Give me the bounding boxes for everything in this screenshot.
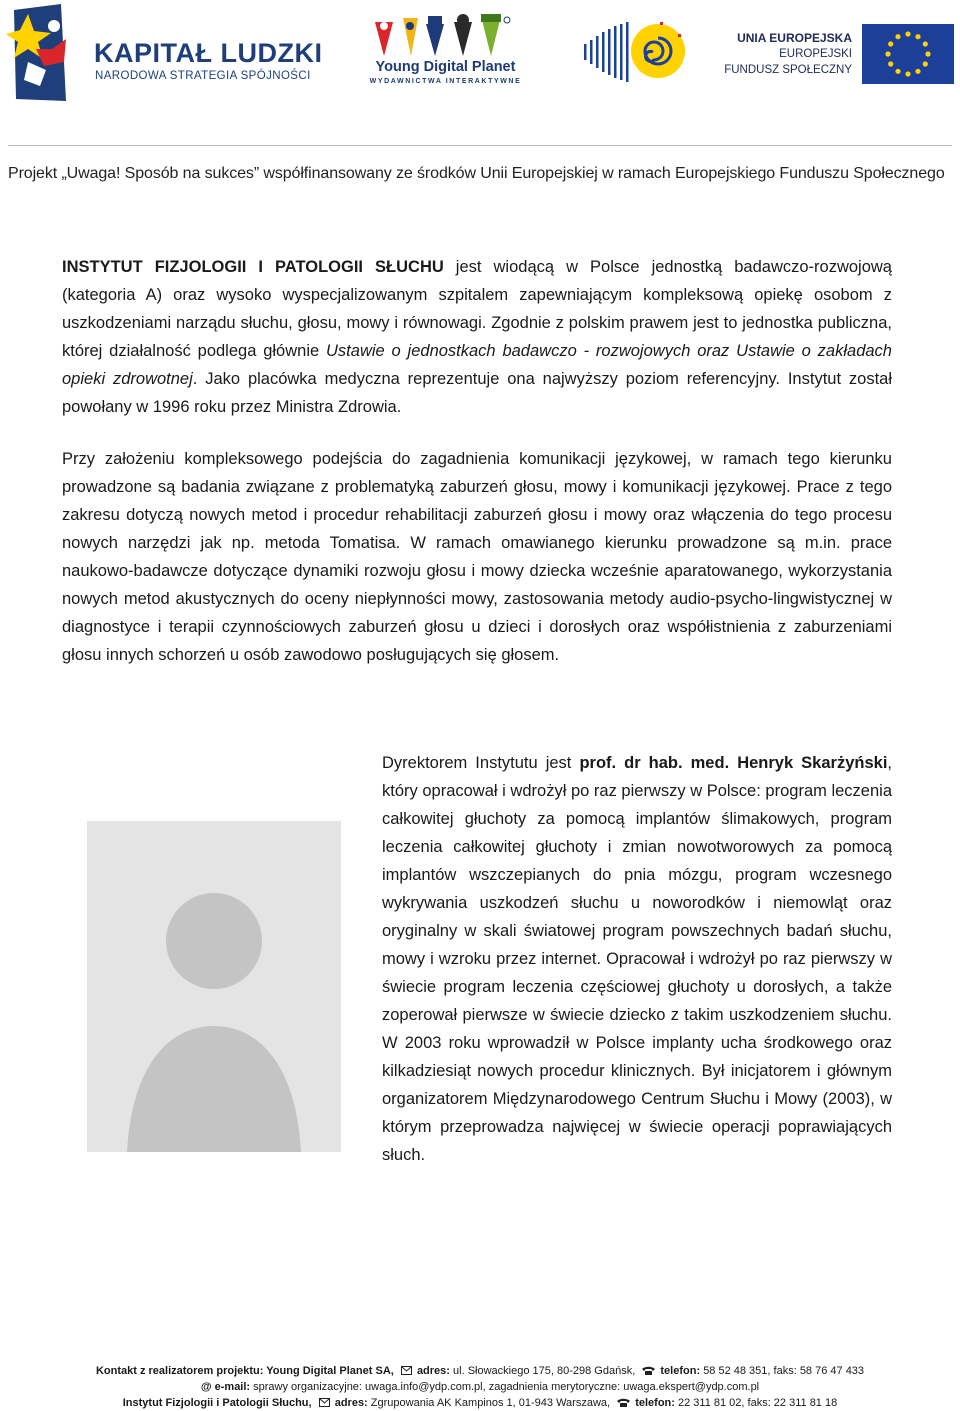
footer-contact-institute xyxy=(0,1397,960,1409)
kapital-ludzki-title: KAPITAŁ LUDZKI xyxy=(94,38,323,68)
footer-ydp-phone-label: telefon: xyxy=(660,1365,701,1377)
kapital-ludzki-logo xyxy=(6,4,323,104)
footer-email xyxy=(0,1381,960,1393)
uwaga-logo xyxy=(580,18,688,84)
eu-line-1: UNIA EUROPEJSKA xyxy=(737,31,852,45)
footer-inst-address-label: adres: xyxy=(334,1397,368,1409)
director-text: , który opracował i wdrożył po raz pierwszy w Polsce: program leczenia całkowitej głuchoty za pomocą implantów ślimakowych, program leczenia całkowitej głuchoty i zmian nowotworowych za pomocą implantów wszczepianych do pnia mózgu, program wczesnego wykrywania uszkodzeń słuchu u noworodków i niemowląt oraz oryginalny w skali światowej program powszechnych badań słuchu, mowy i wzroku przez internet. Opracował i wdrożył po raz pierwszy w świecie program leczenia częściowej głuchoty u dorosłych, a także zoperował pierwsze w świecie dziecko z takim uszkodzeniem słuchu. W 2003 roku wprowadził w Polsce implanty ucha środkowego oraz kilkadziesiąt nowych procedur klinicznych. Był inicjatorem i głównym organizatorem Międzynarodowego Centrum Słuchu i Mowy (2003), w którym przeprowadza najwięcej w świecie operacji poprawiających słuch. xyxy=(382,754,892,1164)
footer-ydp-address-label: adres: xyxy=(416,1365,450,1377)
ydp-title: Young Digital Planet xyxy=(375,59,516,75)
footer-inst-phone: 22 311 81 02, faks: 22 311 81 18 xyxy=(678,1397,838,1409)
envelope-icon xyxy=(319,1398,330,1407)
ydp-logo xyxy=(358,14,533,94)
kapital-ludzki-emblem-icon xyxy=(6,4,84,104)
phone-icon xyxy=(617,1398,630,1407)
footer-email-label: @ e-mail: xyxy=(200,1381,251,1393)
footer-ydp-address: ul. Słowackiego 175, 80-298 Gdańsk, xyxy=(453,1365,636,1377)
eu-stars-icon xyxy=(862,24,954,84)
footer-inst-label: Instytut Fizjologii i Patologii Słuchu, xyxy=(122,1397,312,1409)
ydp-pencils-icon xyxy=(358,14,533,60)
director-intro: Dyrektorem Instytutu jest xyxy=(382,754,580,772)
institute-name: INSTYTUT FIZJOLOGII I PATOLOGII SŁUCHU xyxy=(62,258,444,276)
person-placeholder-icon xyxy=(87,821,341,1152)
footer-inst-address: Zgrupowania AK Kampinos 1, 01-943 Warszawa, xyxy=(370,1397,611,1409)
footer-email-text[interactable]: sprawy organizacyjne: uwaga.info@ydp.com.pl, zagadnienia merytoryczne: uwaga.ekspert@ydp.com.pl xyxy=(253,1381,760,1393)
footer-ydp-phone: 58 52 48 351, faks: 58 76 47 433 xyxy=(703,1365,865,1377)
eu-line-2: EUROPEJSKI xyxy=(779,48,852,60)
ydp-subtitle: WYDAWNICTWA INTERAKTYWNE xyxy=(369,78,522,85)
eu-line-3: FUNDUSZ SPOŁECZNY xyxy=(724,64,852,76)
director-photo-placeholder xyxy=(87,821,341,1152)
paragraph-director xyxy=(382,749,892,1169)
eu-text xyxy=(700,30,852,78)
envelope-icon xyxy=(401,1366,412,1375)
project-line: Projekt „Uwaga! Sposób na sukces” współfinansowany ze środków Unii Europejskiej w ramach Europejskiego Funduszu Społecznego xyxy=(8,165,945,182)
header-divider xyxy=(8,145,952,146)
footer-inst-phone-label: telefon: xyxy=(635,1397,675,1409)
paragraph-institute xyxy=(62,253,892,421)
kapital-ludzki-subtitle: NARODOWA STRATEGIA SPÓJNOŚCI xyxy=(95,70,311,82)
phone-icon xyxy=(642,1366,655,1375)
footer-ydp-label: Kontakt z realizatorem projektu: Young Digital Planet SA, xyxy=(95,1365,394,1377)
director-name: prof. dr hab. med. Henryk Skarżyński xyxy=(579,754,888,772)
footer-contact-ydp xyxy=(0,1365,960,1377)
institute-text-2: . Jako placówka medyczna reprezentuje ona najwyższy poziom referencyjny. Instytut został powołany w 1996 roku przez Ministra Zdrowia. xyxy=(62,370,893,416)
paragraph-research: Przy założeniu kompleksowego podejścia do zagadnienia komunikacji językowej, w ramach tego kierunku prowadzone są badania związane z problematyką zaburzeń głosu, mowy i komunikacji językowej. Prace z tego zakresu dotyczą nowych metod i procedur rehabilitacji zaburzeń głosu i mowy oraz włączenia do tego procesu nowych narzędzi jak np. metoda Tomatisa. W ramach omawianego kierunku prowadzone są m.in. prace naukowo-badawcze dotyczące dynamiki rozwoju głosu i mowy dziecka wcześnie aparatowanego, wykorzystania nowych metod akustycznych do oceny niepłynności mowy, zastosowania metody audio-psycho-lingwistycznej w diagnostyce i terapii czynnościowych zaburzeń głosu u dzieci i dorosłych oraz współistnienia z zaburzeniami głosu innych schorzeń u osób zawodowo posługujących się głosem. xyxy=(62,450,892,664)
institute-laws: Ustawie o jednostkach badawczo - rozwojowych oraz Ustawie o zakładach opieki zdrowotnej xyxy=(62,342,892,388)
uwaga-logo-icon xyxy=(580,18,688,84)
eu-flag xyxy=(862,24,954,84)
institute-text-1: jest wiodącą w Polsce jednostką badawczo-rozwojową (kategoria A) oraz wysoko wyspecjalizowanym szpitalem zapewniającym kompleksową opiekę osobom z uszkodzeniami narządu słuchu, głosu, mowy i równowagi. Zgodnie z polskim prawem jest to jednostka publiczna, której działalność podlega głównie xyxy=(62,258,892,360)
